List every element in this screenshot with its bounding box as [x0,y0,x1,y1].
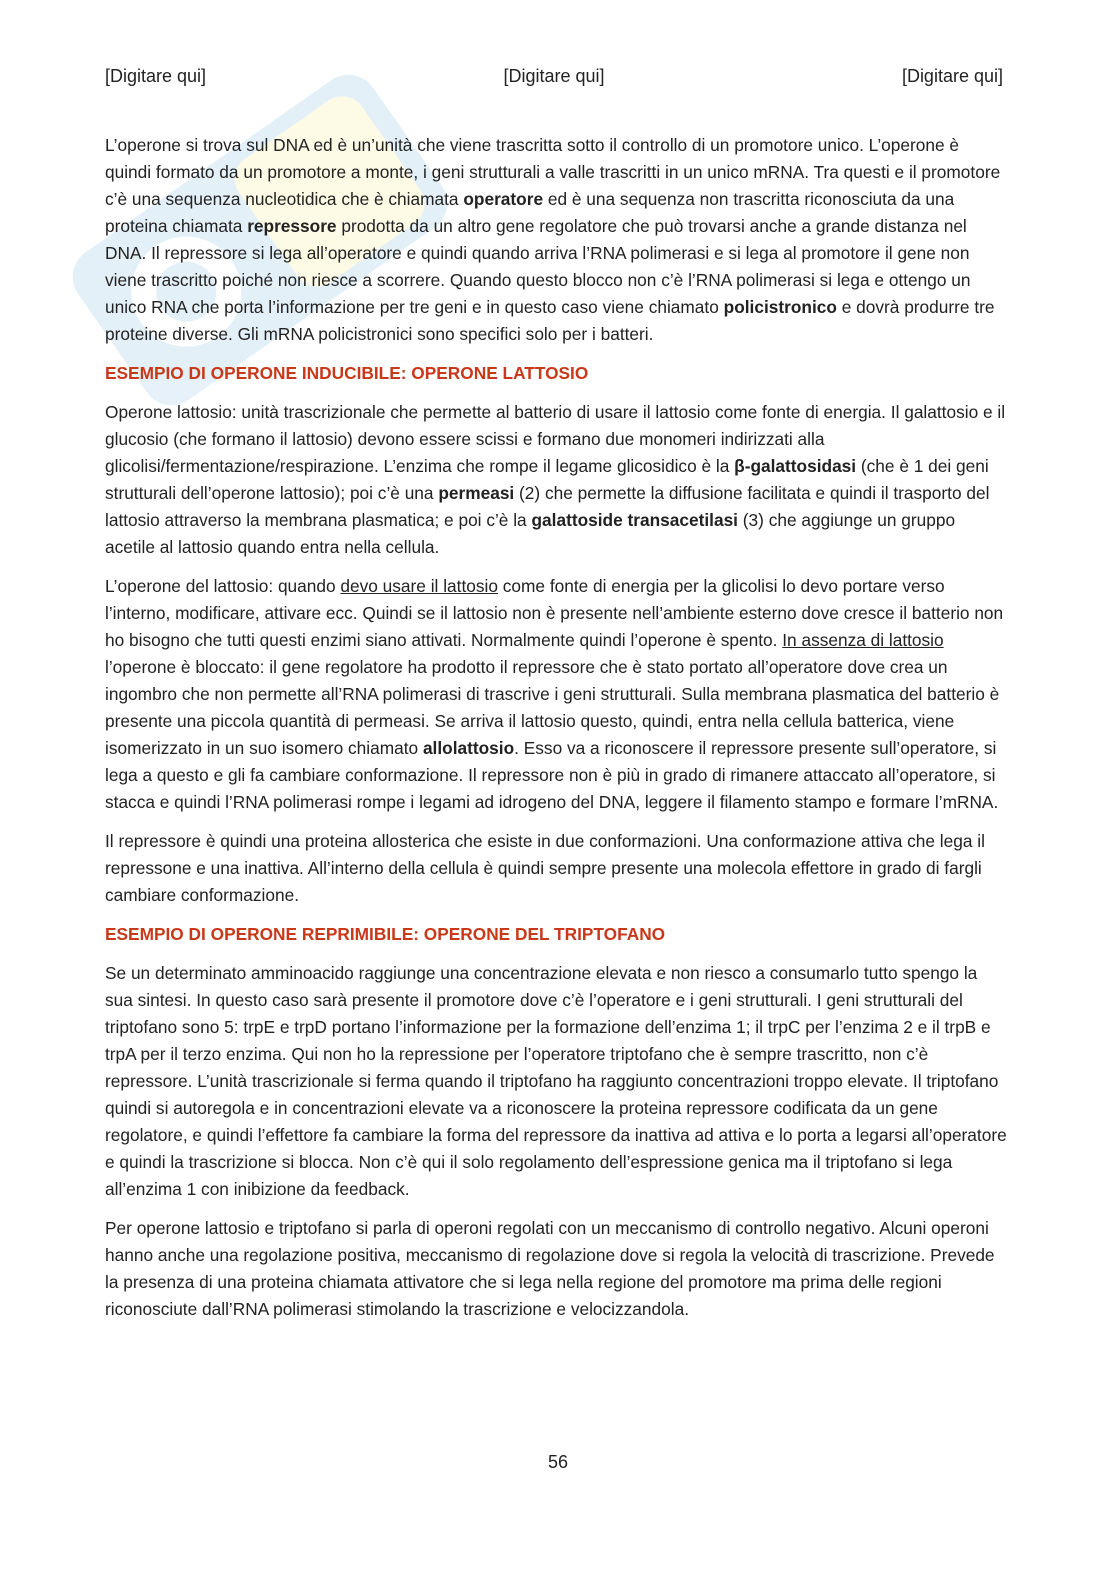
section-heading-reprimibile: ESEMPIO DI OPERONE REPRIMIBILE: OPERONE DEL TRIPTOFANO [105,924,666,944]
header-left: [Digitare qui] [105,66,207,86]
term-allolattosio: allolattosio [422,738,515,758]
underlined-phrase: In assenza di lattosio [782,630,944,650]
term-transacetilasi: galattoside transacetilasi [531,510,738,530]
paragraph-operone-lattosio: L’operone del lattosio: quando devo usare il lattosio come fonte di energia per la glicolisi lo devo portare verso l’interno, modificare, attivare ecc. Quindi se il lattosio non è presente nell’ambiente esterno dove cresce il batterio non ho bisogno che tutti questi enzimi siano attivati. Normalmente quindi l’operone è spento. In assenza di lattosio l’operone è bloccato: il gene regolatore ha prodotto il repressore che è stato portato all’operatore dove crea un ingombro che non permette all’RNA polimerasi di trascrive i geni strutturali. Sulla membrana plasmatica del batterio è presente una piccola quantità di permeasi. Se arriva il lattosio questo, quindi, entra nella cellula batterica, viene isomerizzato in un suo isomero chiamato allolattosio. Esso va a riconoscere il repressore presente sull’operatore, si lega a questo e gli fa cambiare conformazione. Il repressore non è più in grado di rimanere attaccato all’operatore, si stacca e quindi l’RNA polimerasi rompe i legami ad idrogeno del DNA, leggere il filamento stampo e formare l’mRNA. [105,576,1004,812]
page-header [105,66,1003,87]
term-galattosidasi: β-galattosidasi [734,456,857,476]
paragraph-triptofano: Se un determinato amminoacido raggiunge una concentrazione elevata e non riesco a consumarlo tutto spengo la sua sintesi. In questo caso sarà presente il promotore dove c’è l’operatore e i geni strutturali. I geni strutturali del triptofano sono 5: trpE e trpD portano l’informazione per la formazione dell’enzima 1; il trpC per l’enzima 2 e il trpB e trpA per il terzo enzima. Qui non ho la repressione per l’operatore triptofano che è sempre trascritto, non c’è repressore. L’unità trascrizionale si ferma quando il triptofano ha raggiunto concentrazioni troppo elevate. Il triptofano quindi si autoregola e in concentrazioni elevate va a riconoscere la proteina repressore codificata da un gene regolatore, e quindi l’effettore fa cambiare la forma del repressore da inattiva ad attiva e lo porta a legarsi all’operatore e quindi la trascrizione si blocca. Non c’è qui il solo regolamento dell’espressione genica ma il triptofano si lega all’enzima 1 con inibizione da feedback. [105,963,1007,1199]
paragraph-lattosio: Operone lattosio: unità trascrizionale che permette al batterio di usare il lattosio come fonte di energia. Il galattosio e il glucosio (che formano il lattosio) devono essere scissi e formano due monomeri indirizzati alla glicolisi/fermentazione/respirazione. L’enzima che rompe il legame glicosidico è la β-galattosidasi (che è 1 dei geni strutturali dell’operone lattosio); poi c’è una permeasi (2) che permette la diffusione facilitata e quindi il trasporto del lattosio attraverso la membrana plasmatica; e poi c’è la galattoside transacetilasi (3) che aggiunge un gruppo acetile al lattosio quando entra nella cellula. [105,402,1006,557]
term-permeasi: permeasi [438,483,515,503]
underlined-phrase: devo usare il lattosio [340,576,498,596]
term-repressore: repressore [247,216,337,236]
document-body [105,132,1009,1335]
paragraph-controllo: Per operone lattosio e triptofano si parla di operoni regolati con un meccanismo di controllo negativo. Alcuni operoni hanno anche una regolazione positiva, meccanismo di regolazione dove si regola la velocità di trascrizione. Prevede la presenza di una proteina chiamata attivatore che si lega nella regione del promotore ma prima delle regioni riconosciute dall’RNA polimerasi stimolando la trascrizione e velocizzandola. [105,1218,995,1319]
term-policistronico: policistronico [723,297,837,317]
section-heading-inducibile: ESEMPIO DI OPERONE INDUCIBILE: OPERONE LATTOSIO [105,363,589,383]
header-center: [Digitare qui] [503,66,605,86]
paragraph-repressore: Il repressore è quindi una proteina allosterica che esiste in due conformazioni. Una conformazione attiva che lega il repressone e una inattiva. All’interno della cellula è quindi sempre presente una molecola effettore in grado di fargli cambiare conformazione. [105,831,985,905]
term-operatore: operatore [463,189,544,209]
paragraph-operone: L’operone si trova sul DNA ed è un’unità che viene trascritta sotto il controllo di un promotore unico. L’operone è quindi formato da un promotore a monte, i geni strutturali a valle trascritti in un unico mRNA. Tra questi e il promotore c’è una sequenza nucleotidica che è chiamata operatore ed è una sequenza non trascritta riconosciuta da una proteina chiamata repressore prodotta da un altro gene regolatore che può trovarsi anche a grande distanza nel DNA. Il repressore si lega all’operatore e quindi quando arriva l’RNA polimerasi e si lega al promotore il gene non viene trascritto poiché non riesce a scorrere. Quando questo blocco non c’è l’RNA polimerasi si lega e ottengo un unico RNA che porta l’informazione per tre geni e in questo caso viene chiamato policistronico e dovrà produrre tre proteine diverse. Gli mRNA policistronici sono specifici solo per i batteri. [105,135,1001,344]
header-right: [Digitare qui] [901,66,1003,86]
page-number: 56 [547,1452,569,1472]
